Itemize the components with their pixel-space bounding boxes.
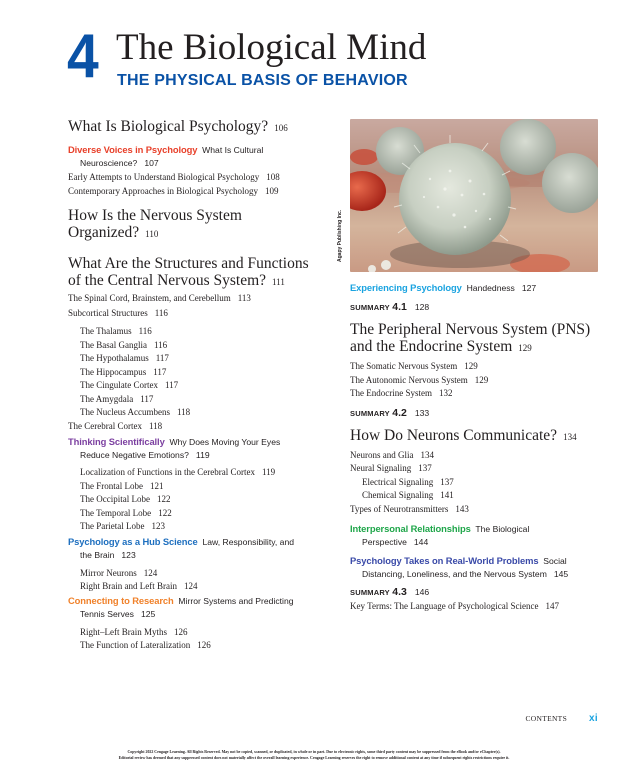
summary-label: SUMMARY	[350, 588, 390, 597]
entry-title: Electrical Signaling	[362, 476, 434, 487]
toc-left-column	[68, 118, 338, 653]
toc-entry-key-terms[interactable]	[350, 600, 610, 614]
copyright-line: Copyright 2022 Cengage Learning. All Rights Reserved. May not be copied, scanned, or duplicated, in whole or in part. Due to electronic rights, some third party content may be suppressed from the eBook and/or eChapter(s).	[127, 750, 501, 754]
entry-title: Neural Signaling	[350, 463, 412, 473]
entry-title: The Occipital Lobe	[80, 494, 150, 504]
entry-title: The Spinal Cord, Brainstem, and Cerebellum	[68, 293, 231, 303]
page-number: 144	[413, 537, 429, 547]
feature-text: Social	[543, 556, 567, 566]
entry-title: Neurons and Glia	[350, 449, 414, 460]
page-number: 118	[176, 407, 191, 417]
feature-tag: Connecting to Research	[68, 594, 174, 606]
page-number: 113	[237, 293, 251, 303]
page-number: 116	[153, 339, 168, 350]
toc-section-heading[interactable]	[68, 255, 338, 291]
section-title: What Are the Structures and Functions	[68, 255, 309, 272]
page-number: 110	[145, 229, 159, 239]
toc-subentry[interactable]	[68, 466, 338, 480]
cells-illustration	[350, 119, 598, 272]
page-number: 118	[148, 420, 163, 431]
feature-interpersonal-relationships[interactable]	[350, 522, 610, 549]
entry-title: The Autonomic Nervous System	[350, 374, 468, 385]
toc-entry[interactable]	[350, 387, 610, 401]
entry-title: Key Terms: The Language of Psychological Science	[350, 601, 539, 611]
page-footer	[525, 713, 598, 724]
entry-title: The Parietal Lobe	[80, 521, 145, 531]
page-number: 143	[455, 503, 469, 514]
toc-section-heading[interactable]	[68, 118, 338, 137]
toc-subentry[interactable]	[68, 626, 338, 640]
page-number: 126	[197, 640, 211, 650]
chapter-number: 4	[67, 22, 98, 91]
page-number: 137	[418, 463, 432, 473]
toc-entry[interactable]	[68, 185, 338, 199]
page-number: 147	[545, 601, 559, 611]
toc-entry[interactable]	[350, 360, 610, 374]
page-number: 119	[261, 467, 276, 477]
feature-text: Perspective	[362, 537, 407, 547]
entry-title: The Endocrine System	[350, 388, 432, 398]
entry-title: The Frontal Lobe	[80, 480, 143, 491]
feature-connecting-research[interactable]	[68, 594, 338, 621]
toc-entry[interactable]	[350, 462, 610, 476]
toc-entry[interactable]	[350, 503, 610, 517]
entry-title: The Basal Ganglia	[80, 339, 147, 350]
page-number: 116	[138, 326, 152, 336]
page-number: 129	[474, 374, 489, 385]
page-number: 127	[521, 283, 537, 293]
footer-page-number: xi	[589, 713, 598, 724]
entry-title: Mirror Neurons	[80, 567, 137, 578]
copyright-notice	[0, 749, 628, 761]
feature-text: the Brain	[80, 549, 115, 560]
toc-subentry[interactable]	[68, 366, 338, 380]
feature-tag: Psychology Takes on Real-World Problems	[350, 555, 539, 566]
toc-entry[interactable]	[68, 307, 338, 321]
feature-text: Reduce Negative Emotions?	[80, 450, 189, 460]
feature-text: Law, Responsibility, and	[202, 536, 294, 547]
page-number: 132	[438, 388, 453, 398]
toc-subentry[interactable]	[68, 325, 338, 339]
toc-entry[interactable]	[68, 420, 338, 434]
toc-subentry[interactable]	[350, 476, 610, 490]
entry-title: The Cerebral Cortex	[68, 420, 142, 431]
page-number: 146	[414, 587, 430, 597]
toc-subentry[interactable]	[350, 489, 610, 503]
entry-title: The Nucleus Accumbens	[80, 407, 170, 417]
footer-label: CONTENTS	[525, 714, 568, 723]
summary-4-2[interactable]	[350, 407, 610, 420]
entry-title: Chemical Signaling	[362, 490, 434, 500]
section-title: What Is Biological Psychology?	[68, 118, 269, 135]
section-title: of the Central Nervous System?	[68, 272, 267, 289]
feature-experiencing-psychology[interactable]	[350, 281, 610, 295]
feature-text: Handedness	[466, 283, 515, 293]
toc-subentry[interactable]	[68, 406, 338, 420]
feature-thinking-scientifically[interactable]	[68, 435, 338, 462]
section-title: and the Endocrine System	[350, 338, 513, 355]
summary-4-3[interactable]	[350, 586, 610, 599]
page-number: 134	[563, 431, 577, 442]
entry-title: Subcortical Structures	[68, 307, 148, 318]
page-number: 129	[464, 361, 478, 371]
feature-tag: Psychology as a Hub Science	[68, 535, 198, 547]
feature-hub-science[interactable]	[68, 535, 338, 562]
page-number: 119	[195, 450, 210, 460]
toc-section-heading[interactable]	[68, 207, 338, 243]
toc-subentry[interactable]	[68, 567, 338, 581]
copyright-line: Editorial review has deemed that any suppressed content does not materially affect the overall learning experience. Cengage Learning reserves the right to remove additional content at any time if subsequent rights restrictions require it.	[118, 756, 510, 760]
page-number: 124	[143, 567, 158, 578]
feature-text: Distancing, Loneliness, and the Nervous System	[362, 569, 547, 579]
page-number: 108	[266, 172, 280, 182]
page-number: 123	[151, 521, 165, 531]
summary-number: 4.1	[392, 301, 407, 313]
entry-title: The Thalamus	[80, 326, 132, 336]
entry-title: Right–Left Brain Myths	[80, 626, 167, 637]
toc-subentry[interactable]	[68, 379, 338, 393]
page-number: 125	[140, 608, 156, 619]
entry-title: Right Brain and Left Brain	[80, 581, 177, 591]
page-number: 109	[264, 185, 279, 196]
entry-title: Types of Neurotransmitters	[350, 503, 449, 514]
page-number: 122	[158, 507, 172, 518]
entry-title: The Cingulate Cortex	[80, 380, 158, 390]
feature-text: The Biological	[475, 524, 530, 534]
feature-text: What Is Cultural	[202, 145, 264, 155]
feature-tag: Experiencing Psychology	[350, 282, 462, 293]
feature-text: Tennis Serves	[80, 608, 134, 619]
chapter-title: The Biological Mind	[116, 27, 427, 68]
white-blood-cells-photo	[350, 119, 598, 272]
entry-title: The Function of Lateralization	[80, 640, 191, 650]
toc-entry[interactable]	[350, 374, 610, 388]
toc-subentry[interactable]	[68, 480, 338, 494]
entry-title: The Hippocampus	[80, 366, 147, 377]
feature-tag: Diverse Voices in Psychology	[68, 144, 198, 155]
entry-title: Early Attempts to Understand Biological Psychology	[68, 172, 260, 182]
entry-title: The Hypothalamus	[80, 353, 149, 363]
page-number: 117	[155, 353, 169, 363]
feature-real-world-problems[interactable]	[350, 554, 610, 581]
section-title: How Is the Nervous System	[68, 207, 242, 224]
photo-credit: Agapy Publishing Inc.	[337, 209, 343, 262]
page-number: 117	[140, 393, 154, 404]
page-number: 133	[414, 407, 430, 418]
page-number: 124	[183, 581, 198, 591]
page-number: 128	[414, 302, 430, 312]
summary-number: 4.2	[392, 406, 407, 419]
page-number: 141	[440, 490, 454, 500]
toc-subentry[interactable]	[68, 352, 338, 366]
section-title: The Peripheral Nervous System (PNS)	[350, 321, 591, 338]
page-number: 123	[121, 549, 136, 560]
page-number: 107	[144, 158, 159, 168]
toc-subentry[interactable]	[68, 520, 338, 534]
summary-4-1[interactable]	[350, 301, 610, 314]
page-number: 122	[156, 494, 171, 504]
toc-subentry[interactable]	[68, 493, 338, 507]
feature-text: Why Does Moving Your Eyes	[169, 437, 281, 447]
section-title: Organized?	[68, 224, 140, 241]
entry-title: The Amygdala	[80, 393, 134, 404]
toc-entry[interactable]	[350, 449, 610, 463]
toc-subentry[interactable]	[68, 580, 338, 594]
page-number: 116	[154, 307, 168, 318]
page-number: 126	[174, 626, 188, 637]
entry-title: Contemporary Approaches in Biological Psychology	[68, 185, 258, 196]
toc-entry[interactable]	[68, 171, 338, 185]
page-number: 137	[440, 476, 454, 487]
entry-title: The Somatic Nervous System	[350, 361, 458, 371]
summary-label: SUMMARY	[350, 303, 390, 312]
toc-subentry[interactable]	[68, 639, 338, 653]
page-number: 121	[149, 480, 164, 491]
toc-subentry[interactable]	[68, 339, 338, 353]
entry-title: The Temporal Lobe	[80, 507, 152, 518]
feature-diverse-voices[interactable]	[68, 143, 338, 170]
section-title: How Do Neurons Communicate?	[350, 426, 558, 444]
page-number: 111	[272, 277, 285, 287]
page-number: 106	[274, 123, 288, 133]
summary-label: SUMMARY	[350, 408, 390, 418]
feature-text: Neuroscience?	[80, 158, 138, 168]
toc-entry[interactable]	[68, 292, 338, 306]
entry-title: Localization of Functions in the Cerebral Cortex	[80, 467, 255, 477]
page-number: 145	[553, 569, 569, 579]
feature-tag: Thinking Scientifically	[68, 436, 165, 447]
page-number: 129	[518, 343, 532, 353]
page-number: 117	[153, 366, 167, 377]
page-number: 117	[164, 380, 179, 390]
chapter-subtitle: THE PHYSICAL BASIS OF BEHAVIOR	[117, 72, 408, 89]
feature-tag: Interpersonal Relationships	[350, 523, 471, 534]
summary-number: 4.3	[392, 586, 407, 598]
toc-section-heading[interactable]	[350, 427, 610, 446]
toc-section-heading[interactable]	[350, 321, 610, 357]
toc-subentry[interactable]	[68, 393, 338, 407]
toc-subentry[interactable]	[68, 507, 338, 521]
toc-right-column	[350, 281, 610, 614]
feature-text: Mirror Systems and Predicting	[178, 595, 294, 606]
page-number: 134	[420, 449, 434, 460]
